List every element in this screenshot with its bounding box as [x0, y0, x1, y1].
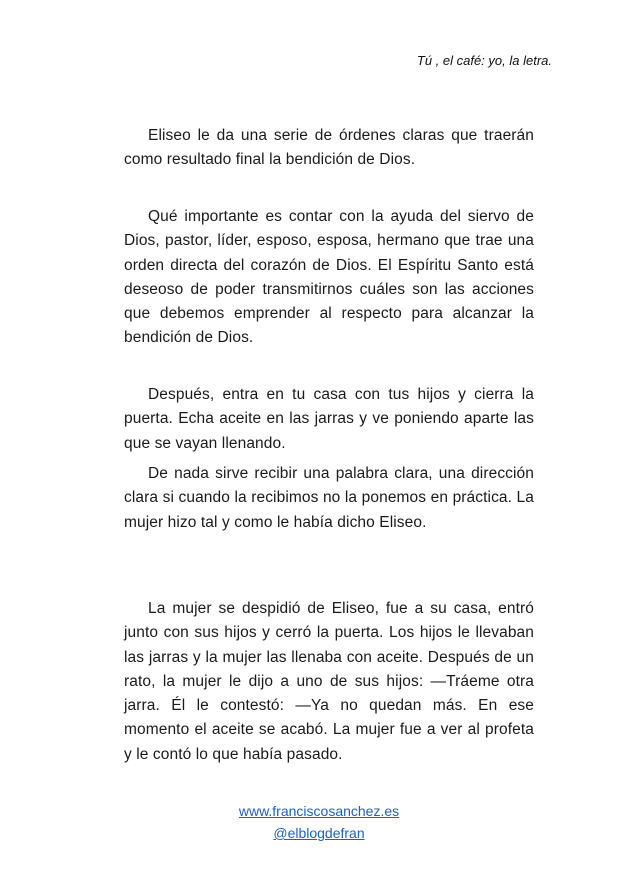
paragraph-3: Después, entra en tu casa con tus hijos y cierra la puerta. Echa aceite en las jarras y ve poniendo aparte las que se vayan llenando.	[124, 386, 534, 452]
page-header-title: Tú , el café: yo, la letra.	[416, 53, 552, 68]
paragraph-4: De nada sirve recibir una palabra clara, una dirección clara si cuando la recibimos no la ponemos en práctica. La mujer hizo tal y como le había dicho Eliseo.	[124, 465, 534, 531]
page-footer	[0, 800, 638, 844]
paragraph-2: Qué importante es contar con la ayuda del siervo de Dios, pastor, líder, esposo, esposa, hermano que trae una orden directa del corazón de Dios. El Espíritu Santo está deseoso de poder transmitirnos cuáles son las acciones que debemos emprender al respecto para alcanzar la bendición de Dios.	[124, 208, 534, 347]
paragraph-5: La mujer se despidió de Eliseo, fue a su casa, entró junto con sus hijos y cerró la puerta. Los hijos le llevaban las jarras y la mujer las llenaba con aceite. Después de un rato, la mujer le dijo a uno de sus hijos: —Tráeme otra jarra. Él le contestó: —Ya no quedan más. En ese momento el aceite se acabó. La mujer fue a ver al profeta y le contó lo que había pasado.	[124, 600, 534, 763]
paragraph-1: Eliseo le da una serie de órdenes claras que traerán como resultado final la bendición de Dios.	[124, 127, 534, 169]
website-link[interactable]: www.franciscosanchez.es	[238, 803, 400, 819]
blog-handle-link[interactable]: @elblogdefran	[273, 825, 365, 841]
